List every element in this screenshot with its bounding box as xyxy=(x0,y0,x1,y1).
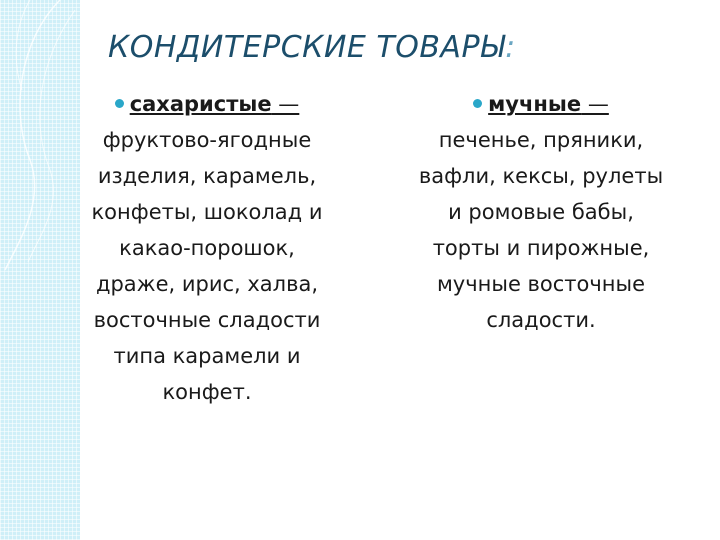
left-dash: — xyxy=(271,92,300,116)
left-line-3: конфеты, шоколад и xyxy=(91,200,323,224)
bullet-icon xyxy=(115,99,124,108)
slide-title xyxy=(108,30,648,65)
right-line-4: торты и пирожные, xyxy=(432,236,650,260)
left-line-1: фруктово-ягодные xyxy=(102,128,312,152)
left-column xyxy=(62,86,352,410)
left-line-8: конфет. xyxy=(162,380,252,404)
left-line-2: изделия, карамель, xyxy=(97,164,317,188)
right-line-6: сладости. xyxy=(486,308,596,332)
left-line-4: какао-порошок, xyxy=(119,236,295,260)
left-line-5: драже, ирис, халва, xyxy=(95,272,319,296)
right-line-2: вафли, кексы, рулеты xyxy=(418,164,664,188)
right-line-3: и ромовые бабы, xyxy=(448,200,634,224)
right-line-1: печенье, пряники, xyxy=(438,128,644,152)
left-line-7: типа карамели и xyxy=(113,344,301,368)
slide-title-colon: : xyxy=(505,30,516,65)
slide-title-text: КОНДИТЕРСКИЕ ТОВАРЫ xyxy=(108,30,506,65)
right-column-heading xyxy=(396,86,686,122)
right-line-5: мучные восточные xyxy=(436,272,646,296)
left-line-6: восточные сладости xyxy=(93,308,321,332)
right-dash: — xyxy=(581,92,609,116)
right-column xyxy=(396,86,686,338)
bullet-icon xyxy=(473,99,482,108)
right-term: мучные xyxy=(488,92,582,116)
left-column-heading xyxy=(62,86,352,122)
left-term: сахаристые xyxy=(129,92,272,116)
